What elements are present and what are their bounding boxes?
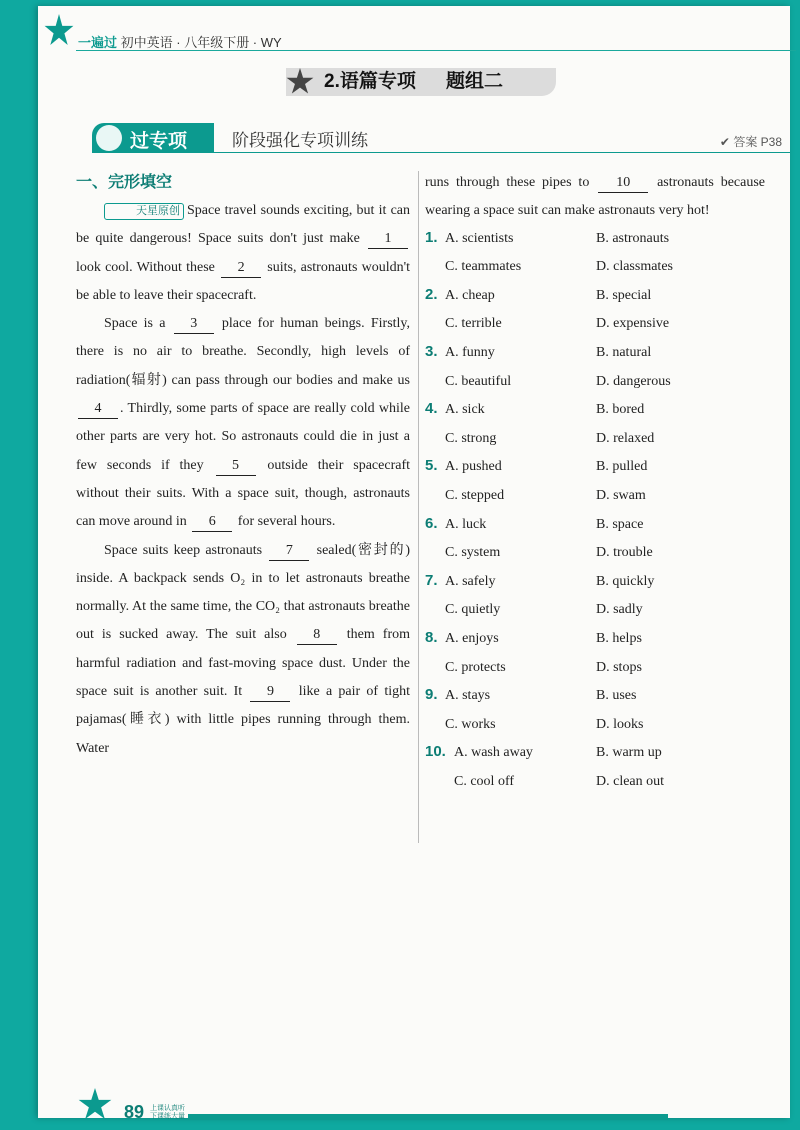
option-b[interactable]: B. pulled <box>596 459 648 475</box>
question-row <box>425 311 765 340</box>
blank-2: 2 <box>221 259 261 278</box>
blank-5: 5 <box>216 457 256 476</box>
banner-subtitle: 阶段强化专项训练 <box>232 131 368 150</box>
option-d[interactable]: D. stops <box>596 659 642 675</box>
question-row <box>425 569 765 598</box>
question-row <box>425 769 765 798</box>
banner-rule <box>214 152 790 153</box>
blank-7: 7 <box>269 542 309 561</box>
question-number: 6. <box>425 514 438 532</box>
section-group: 题组二 <box>446 71 504 92</box>
option-a[interactable]: A. scientists <box>445 230 514 246</box>
passage-continuation <box>425 169 765 226</box>
passage-text: like a pair of tight pajamas(睡衣) with little pipes running through them. Water <box>76 684 411 756</box>
passage-text: for several hours. <box>237 514 336 530</box>
question-number: 4. <box>425 400 438 418</box>
question-number: 2. <box>425 285 438 303</box>
blank-3: 3 <box>174 315 214 334</box>
option-c[interactable]: C. quietly <box>445 602 501 618</box>
star-logo-icon <box>44 14 74 48</box>
option-c[interactable]: C. strong <box>445 430 497 446</box>
passage-text: outside their spacecraft without their suits. With a space suit, though, astronauts can move around in <box>76 457 411 530</box>
passage-paragraph-2 <box>76 310 410 536</box>
footer-bar <box>188 1114 668 1120</box>
option-b[interactable]: B. helps <box>596 630 642 646</box>
workbook-page <box>38 6 790 1122</box>
option-b[interactable]: B. uses <box>596 688 637 704</box>
option-a[interactable]: A. wash away <box>454 745 533 761</box>
question-number: 10. <box>425 743 446 761</box>
question-number: 7. <box>425 571 438 589</box>
question-number: 8. <box>425 628 438 646</box>
option-c[interactable]: C. system <box>445 545 501 561</box>
passage-text: astronauts because wearing a space suit can make astronauts very hot! <box>425 175 766 219</box>
series-name: 初中英语 · 八年级下册 · WY <box>120 35 282 50</box>
option-a[interactable]: A. pushed <box>445 459 502 475</box>
question-row <box>425 655 765 684</box>
question-row <box>425 597 765 626</box>
section-title <box>286 68 556 96</box>
blank-4: 4 <box>78 400 118 419</box>
question-number: 9. <box>425 686 438 704</box>
practice-banner <box>92 123 792 153</box>
blank-1: 1 <box>368 230 408 249</box>
question-number: 3. <box>425 342 438 360</box>
page-footer <box>76 1102 676 1124</box>
question-row <box>425 454 765 483</box>
blank-9: 9 <box>250 683 290 702</box>
question-row <box>425 512 765 541</box>
cloze-heading: 一、完形填空 <box>76 174 173 191</box>
option-b[interactable]: B. natural <box>596 344 652 360</box>
question-row <box>425 683 765 712</box>
option-b[interactable]: B. special <box>596 287 652 303</box>
option-a[interactable]: A. safely <box>445 573 496 589</box>
option-a[interactable]: A. enjoys <box>445 630 499 646</box>
option-c[interactable]: C. teammates <box>445 259 522 275</box>
option-a[interactable]: A. funny <box>445 344 495 360</box>
question-row <box>425 369 765 398</box>
header-rule <box>76 50 796 51</box>
question-row <box>425 712 765 741</box>
option-d[interactable]: D. relaxed <box>596 430 655 446</box>
passage-text: suits, astronauts wouldn't be able to leave their spacecraft. <box>76 259 410 303</box>
page-number: 89 <box>124 1102 145 1122</box>
footer-motto-line: 上课认真听 <box>150 1105 185 1112</box>
option-c[interactable]: C. beautiful <box>445 373 512 389</box>
passage-text: sealed(密封的) inside. A backpack sends O₂ in to let astronauts breathe normally. At the same time, the CO₂ that astronauts breathe out is sucked away. The suit also <box>76 542 410 643</box>
passage-text: runs through these pipes to <box>425 175 590 190</box>
section-number: 2.语篇专项 <box>324 71 416 92</box>
option-a[interactable]: A. luck <box>445 516 487 532</box>
passage-column <box>76 169 410 763</box>
question-row <box>425 426 765 455</box>
question-row <box>425 283 765 312</box>
answer-reference: ✔ 答案 P38 <box>719 135 782 149</box>
question-row <box>425 740 765 769</box>
passage-text: them from harmful radiation and fast-moving space dust. Under the space suit is another suit. It <box>76 627 411 700</box>
question-number: 5. <box>425 457 438 475</box>
passage-text: Space suits keep astronauts <box>104 542 263 558</box>
option-d[interactable]: D. trouble <box>596 545 653 561</box>
option-d[interactable]: D. classmates <box>596 259 673 275</box>
option-d[interactable]: D. looks <box>596 716 644 732</box>
question-row <box>425 397 765 426</box>
option-b[interactable]: B. astronauts <box>596 230 670 246</box>
blank-8: 8 <box>297 626 337 645</box>
banner-tag-label: 过专项 <box>130 131 188 152</box>
option-d[interactable]: D. clean out <box>596 773 665 789</box>
option-b[interactable]: B. space <box>596 516 644 532</box>
passage-text: Space travel sounds exciting, but it can be quite dangerous! Space suits don't just make <box>76 203 410 247</box>
question-row <box>425 540 765 569</box>
question-number: 1. <box>425 228 438 246</box>
option-a[interactable]: A. stays <box>445 688 491 704</box>
star-icon <box>286 68 314 96</box>
option-c[interactable]: C. stepped <box>445 487 505 503</box>
option-d[interactable]: D. sadly <box>596 602 643 618</box>
passage-text: Space is a <box>104 316 166 332</box>
footer-motto <box>150 1105 185 1121</box>
option-d[interactable]: D. expensive <box>596 316 670 332</box>
blank-6: 6 <box>192 513 232 532</box>
option-b[interactable]: B. bored <box>596 402 645 418</box>
banner-tag <box>92 123 214 153</box>
option-c[interactable]: C. protects <box>445 659 506 675</box>
brand-name: 一遍过 <box>78 35 118 50</box>
option-c[interactable]: C. works <box>445 716 496 732</box>
passage-paragraph-3 <box>76 537 410 763</box>
question-row <box>425 226 765 255</box>
option-d[interactable]: D. dangerous <box>596 373 671 389</box>
option-b[interactable]: B. quickly <box>596 573 655 589</box>
option-b[interactable]: B. warm up <box>596 745 662 761</box>
option-a[interactable]: A. sick <box>445 402 485 418</box>
option-d[interactable]: D. swam <box>596 487 646 503</box>
question-row <box>425 483 765 512</box>
blank-10: 10 <box>598 174 648 193</box>
question-row <box>425 340 765 369</box>
footer-motto-line: 下课练大量 <box>150 1113 185 1120</box>
passage-text: . Thirdly, some parts of space are really cold while other parts are very hot. So astronauts could die in just a few seconds if they <box>76 401 410 473</box>
passage-text: look cool. Without these <box>76 259 215 275</box>
question-list <box>425 226 765 798</box>
option-a[interactable]: A. cheap <box>445 287 495 303</box>
answer-reference-text: 答案 P38 <box>733 135 782 149</box>
question-row <box>425 626 765 655</box>
passage-text: place for human beings. Firstly, there is no air to breathe. Secondly, high levels of radiation(辐射) can pass through our bodies and make us <box>76 316 411 388</box>
question-row <box>425 254 765 283</box>
passage-paragraph-1 <box>76 197 410 310</box>
questions-column <box>425 169 765 797</box>
option-c[interactable]: C. cool off <box>454 773 515 789</box>
column-divider <box>418 171 419 843</box>
option-c[interactable]: C. terrible <box>445 316 502 332</box>
series-title <box>78 32 282 51</box>
source-tag: 天星原创 <box>104 203 184 220</box>
mascot-icon <box>96 125 122 151</box>
star-logo-icon <box>78 1088 112 1122</box>
